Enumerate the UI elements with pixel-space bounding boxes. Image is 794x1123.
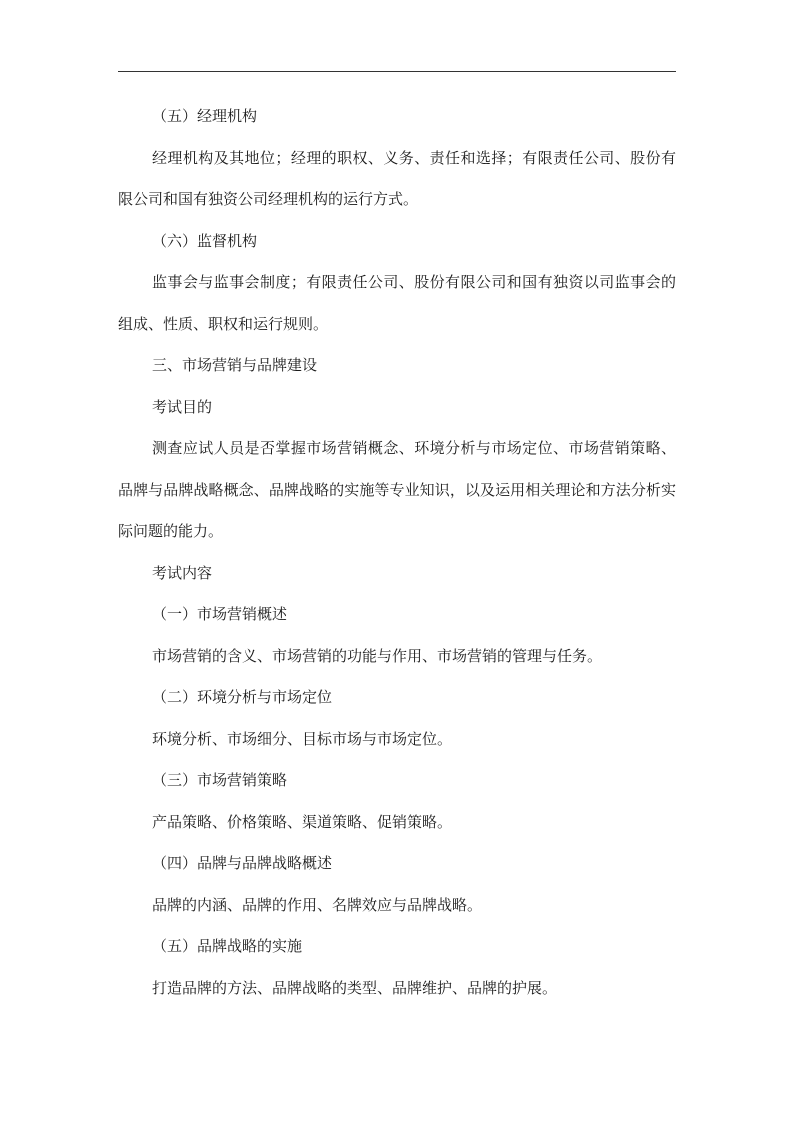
document-body: [118, 96, 676, 1009]
section-heading-brand-overview: （四）品牌与品牌战略概述: [152, 854, 333, 872]
chapter-heading-marketing-branding: 三、市场营销与品牌建设: [152, 356, 318, 374]
section-heading-brand-strategy-implementation: （五）品牌战略的实施: [152, 937, 303, 955]
paragraph-marketing-strategy: 产品策略、价格策略、渠道策略、促销策略。: [152, 812, 453, 831]
paragraph-brand-overview: 品牌的内涵、品牌的作用、名牌效应与品牌战略。: [152, 895, 483, 914]
paragraph-supervisory-body: 监事会与监事会制度；有限责任公司、股份有限公司和国有独资以司监事会的组成、性质、职权和运行规则。: [118, 273, 676, 333]
header-rule: [118, 71, 676, 72]
paragraph-environment-positioning: 环境分析、市场细分、目标市场与市场定位。: [152, 729, 453, 748]
paragraph-exam-purpose: 测查应试人员是否掌握市场营销概念、环境分析与市场定位、市场营销策略、品牌与品牌战略概念、品牌战略的实施等专业知识，以及运用相关理论和方法分析实际问题的能力。: [118, 439, 676, 540]
section-heading-manager-body: （五）经理机构: [152, 107, 258, 125]
paragraph-marketing-overview: 市场营销的含义、市场营销的功能与作用、市场营销的管理与任务。: [152, 646, 603, 665]
paragraph-brand-strategy-implementation: 打造品牌的方法、品牌战略的类型、品牌维护、品牌的护展。: [152, 978, 558, 997]
section-heading-environment-positioning: （二）环境分析与市场定位: [152, 688, 333, 706]
paragraph-manager-body: 经理机构及其地位；经理的职权、义务、责任和选择；有限责任公司、股份有限公司和国有独资公司经理机构的运行方式。: [118, 148, 676, 208]
section-heading-marketing-overview: （一）市场营销概述: [152, 605, 288, 623]
section-heading-marketing-strategy: （三）市场营销策略: [152, 771, 288, 789]
subheading-exam-purpose: 考试目的: [152, 397, 213, 416]
subheading-exam-content: 考试内容: [152, 563, 213, 582]
section-heading-supervisory-body: （六）监督机构: [152, 231, 258, 250]
